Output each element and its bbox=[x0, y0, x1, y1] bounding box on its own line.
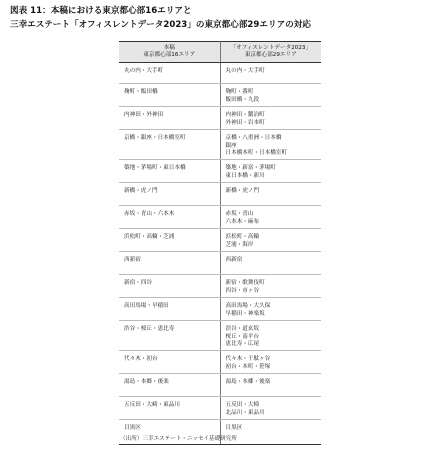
table-row bbox=[119, 206, 321, 229]
table-row bbox=[119, 298, 321, 321]
cell-area29 bbox=[220, 63, 321, 84]
cell-area29 bbox=[220, 298, 321, 321]
cell-area29 bbox=[220, 275, 321, 298]
figure-title-line2: 三幸エステート「オフィスレントデータ2023」の東京都心部29エリアの対応 bbox=[10, 20, 311, 30]
cell-area16 bbox=[119, 229, 220, 252]
cell-area29 bbox=[220, 183, 321, 206]
table-row bbox=[119, 84, 321, 107]
cell-area16 bbox=[119, 351, 220, 374]
area29-name: 目黒区 bbox=[225, 425, 243, 431]
cell-area29 bbox=[220, 107, 321, 130]
table-row bbox=[119, 229, 321, 252]
area29-name: 外神田・岩本町 bbox=[225, 119, 265, 126]
cell-area29 bbox=[220, 252, 321, 275]
area16-name: 西新宿 bbox=[124, 257, 141, 263]
cell-area29 bbox=[220, 374, 321, 397]
area16-name: 目黒区 bbox=[124, 425, 141, 431]
cell-area29 bbox=[220, 397, 321, 420]
area29-name: 丸の内・大手町 bbox=[225, 68, 265, 74]
area16-name: 湯島・本郷・後楽 bbox=[124, 379, 169, 385]
area29-name: 六本木・麻布 bbox=[225, 218, 260, 225]
cell-area16 bbox=[119, 275, 220, 298]
cell-area16 bbox=[119, 63, 220, 84]
table-row bbox=[119, 397, 321, 420]
header-right-line1: 「オフィスレントデータ2023」 bbox=[230, 45, 312, 51]
area16-name: 新橋・虎ノ門 bbox=[124, 188, 158, 194]
area16-name: 麹町・飯田橋 bbox=[124, 89, 158, 95]
cell-area16 bbox=[119, 252, 220, 275]
area29-name: 五反田・大崎 bbox=[225, 402, 260, 408]
header-left bbox=[119, 42, 220, 63]
area16-name: 丸の内・大手町 bbox=[124, 68, 164, 74]
area29-name: 桜丘・南平台 bbox=[225, 333, 260, 340]
header-right-line2: 東京都心部29エリア bbox=[244, 52, 297, 58]
cell-area16 bbox=[119, 374, 220, 397]
cell-area16 bbox=[119, 84, 220, 107]
figure-title-line1: 本稿における東京都心部16エリアと bbox=[50, 6, 192, 16]
table-row bbox=[119, 252, 321, 275]
area29-name: 東日本橋・新川 bbox=[225, 172, 265, 179]
area29-name: 赤坂・青山 bbox=[225, 211, 254, 217]
area16-name: 京橋・銀座・日本橋室町 bbox=[124, 135, 186, 141]
area16-name: 築地・茅場町・東日本橋 bbox=[124, 165, 186, 171]
table-row bbox=[119, 183, 321, 206]
area16-name: 浜松町・高輪・芝浦 bbox=[124, 234, 175, 240]
cell-area16 bbox=[119, 321, 220, 351]
cell-area29 bbox=[220, 130, 321, 160]
table-header-row bbox=[119, 42, 321, 63]
figure-title bbox=[10, 4, 311, 32]
area16-name: 代々木・初台 bbox=[124, 356, 158, 362]
area16-name: 五反田・大崎・東品川 bbox=[124, 402, 180, 408]
cell-area29 bbox=[220, 206, 321, 229]
table-row bbox=[119, 275, 321, 298]
area29-name: 恵比寿・広尾 bbox=[225, 341, 260, 348]
table-row bbox=[119, 351, 321, 374]
area-mapping-table bbox=[119, 41, 321, 445]
table-row bbox=[119, 107, 321, 130]
table-row bbox=[119, 321, 321, 351]
area16-name: 内神田・外神田 bbox=[124, 112, 164, 118]
cell-area16 bbox=[119, 130, 220, 160]
table-row bbox=[119, 374, 321, 397]
area29-name: 初台・本町・笹塚 bbox=[225, 363, 271, 370]
area29-name: 北品川・東品川 bbox=[225, 409, 265, 416]
table-row bbox=[119, 63, 321, 84]
area29-name: 新橋・虎ノ門 bbox=[225, 188, 260, 194]
area29-name: 代々木・千駄ヶ谷 bbox=[225, 356, 271, 362]
area29-name: 高田馬場・大久保 bbox=[225, 303, 271, 309]
cell-area16 bbox=[119, 183, 220, 206]
area29-name: 四谷・市ヶ谷 bbox=[225, 287, 260, 294]
area29-name: 日本橋本町・日本橋室町 bbox=[225, 150, 288, 157]
cell-area29 bbox=[220, 160, 321, 183]
area16-name: 高田馬場・早稲田 bbox=[124, 303, 169, 309]
area16-name: 新宿・四谷 bbox=[124, 280, 152, 286]
area29-name: 築地・新富・茅場町 bbox=[225, 165, 276, 171]
header-left-line2: 東京都心部16エリア bbox=[143, 52, 196, 58]
area29-name: 麹町・番町 bbox=[225, 89, 254, 95]
header-left-line1: 本稿 bbox=[163, 45, 175, 51]
cell-area16 bbox=[119, 397, 220, 420]
area29-name: 湯島・本郷・後楽 bbox=[225, 379, 271, 385]
area16-name: 渋谷・桜丘・恵比寿 bbox=[124, 326, 175, 332]
cell-area16 bbox=[119, 107, 220, 130]
area29-name: 銀座 bbox=[225, 142, 237, 149]
area29-name: 飯田橋・九段 bbox=[225, 96, 260, 103]
area29-name: 渋谷・道玄坂 bbox=[225, 326, 260, 332]
cell-area16 bbox=[119, 298, 220, 321]
area29-name: 京橋・八重洲・日本橋 bbox=[225, 135, 282, 141]
cell-area29 bbox=[220, 84, 321, 107]
area29-name: 新宿・歌舞伎町 bbox=[225, 280, 265, 286]
area29-name: 西新宿 bbox=[225, 257, 243, 263]
area29-name: 浜松町・高輪 bbox=[225, 234, 260, 240]
cell-area29 bbox=[220, 351, 321, 374]
header-right bbox=[220, 42, 321, 63]
cell-area29 bbox=[220, 229, 321, 252]
table-row bbox=[119, 160, 321, 183]
cell-area16 bbox=[119, 160, 220, 183]
figure-label: 図表 11： bbox=[10, 6, 51, 16]
area16-name: 赤坂・青山・六本木 bbox=[124, 211, 175, 217]
cell-area16 bbox=[119, 206, 220, 229]
source-note: （出所）三幸エステート・ニッセイ基礎研究所 bbox=[120, 436, 237, 442]
table-row bbox=[119, 130, 321, 160]
area29-name: 内神田・鍛冶町 bbox=[225, 112, 265, 118]
area29-name: 芝浦・海岸 bbox=[225, 241, 254, 248]
area29-name: 早稲田・神楽坂 bbox=[225, 310, 265, 317]
cell-area29 bbox=[220, 321, 321, 351]
